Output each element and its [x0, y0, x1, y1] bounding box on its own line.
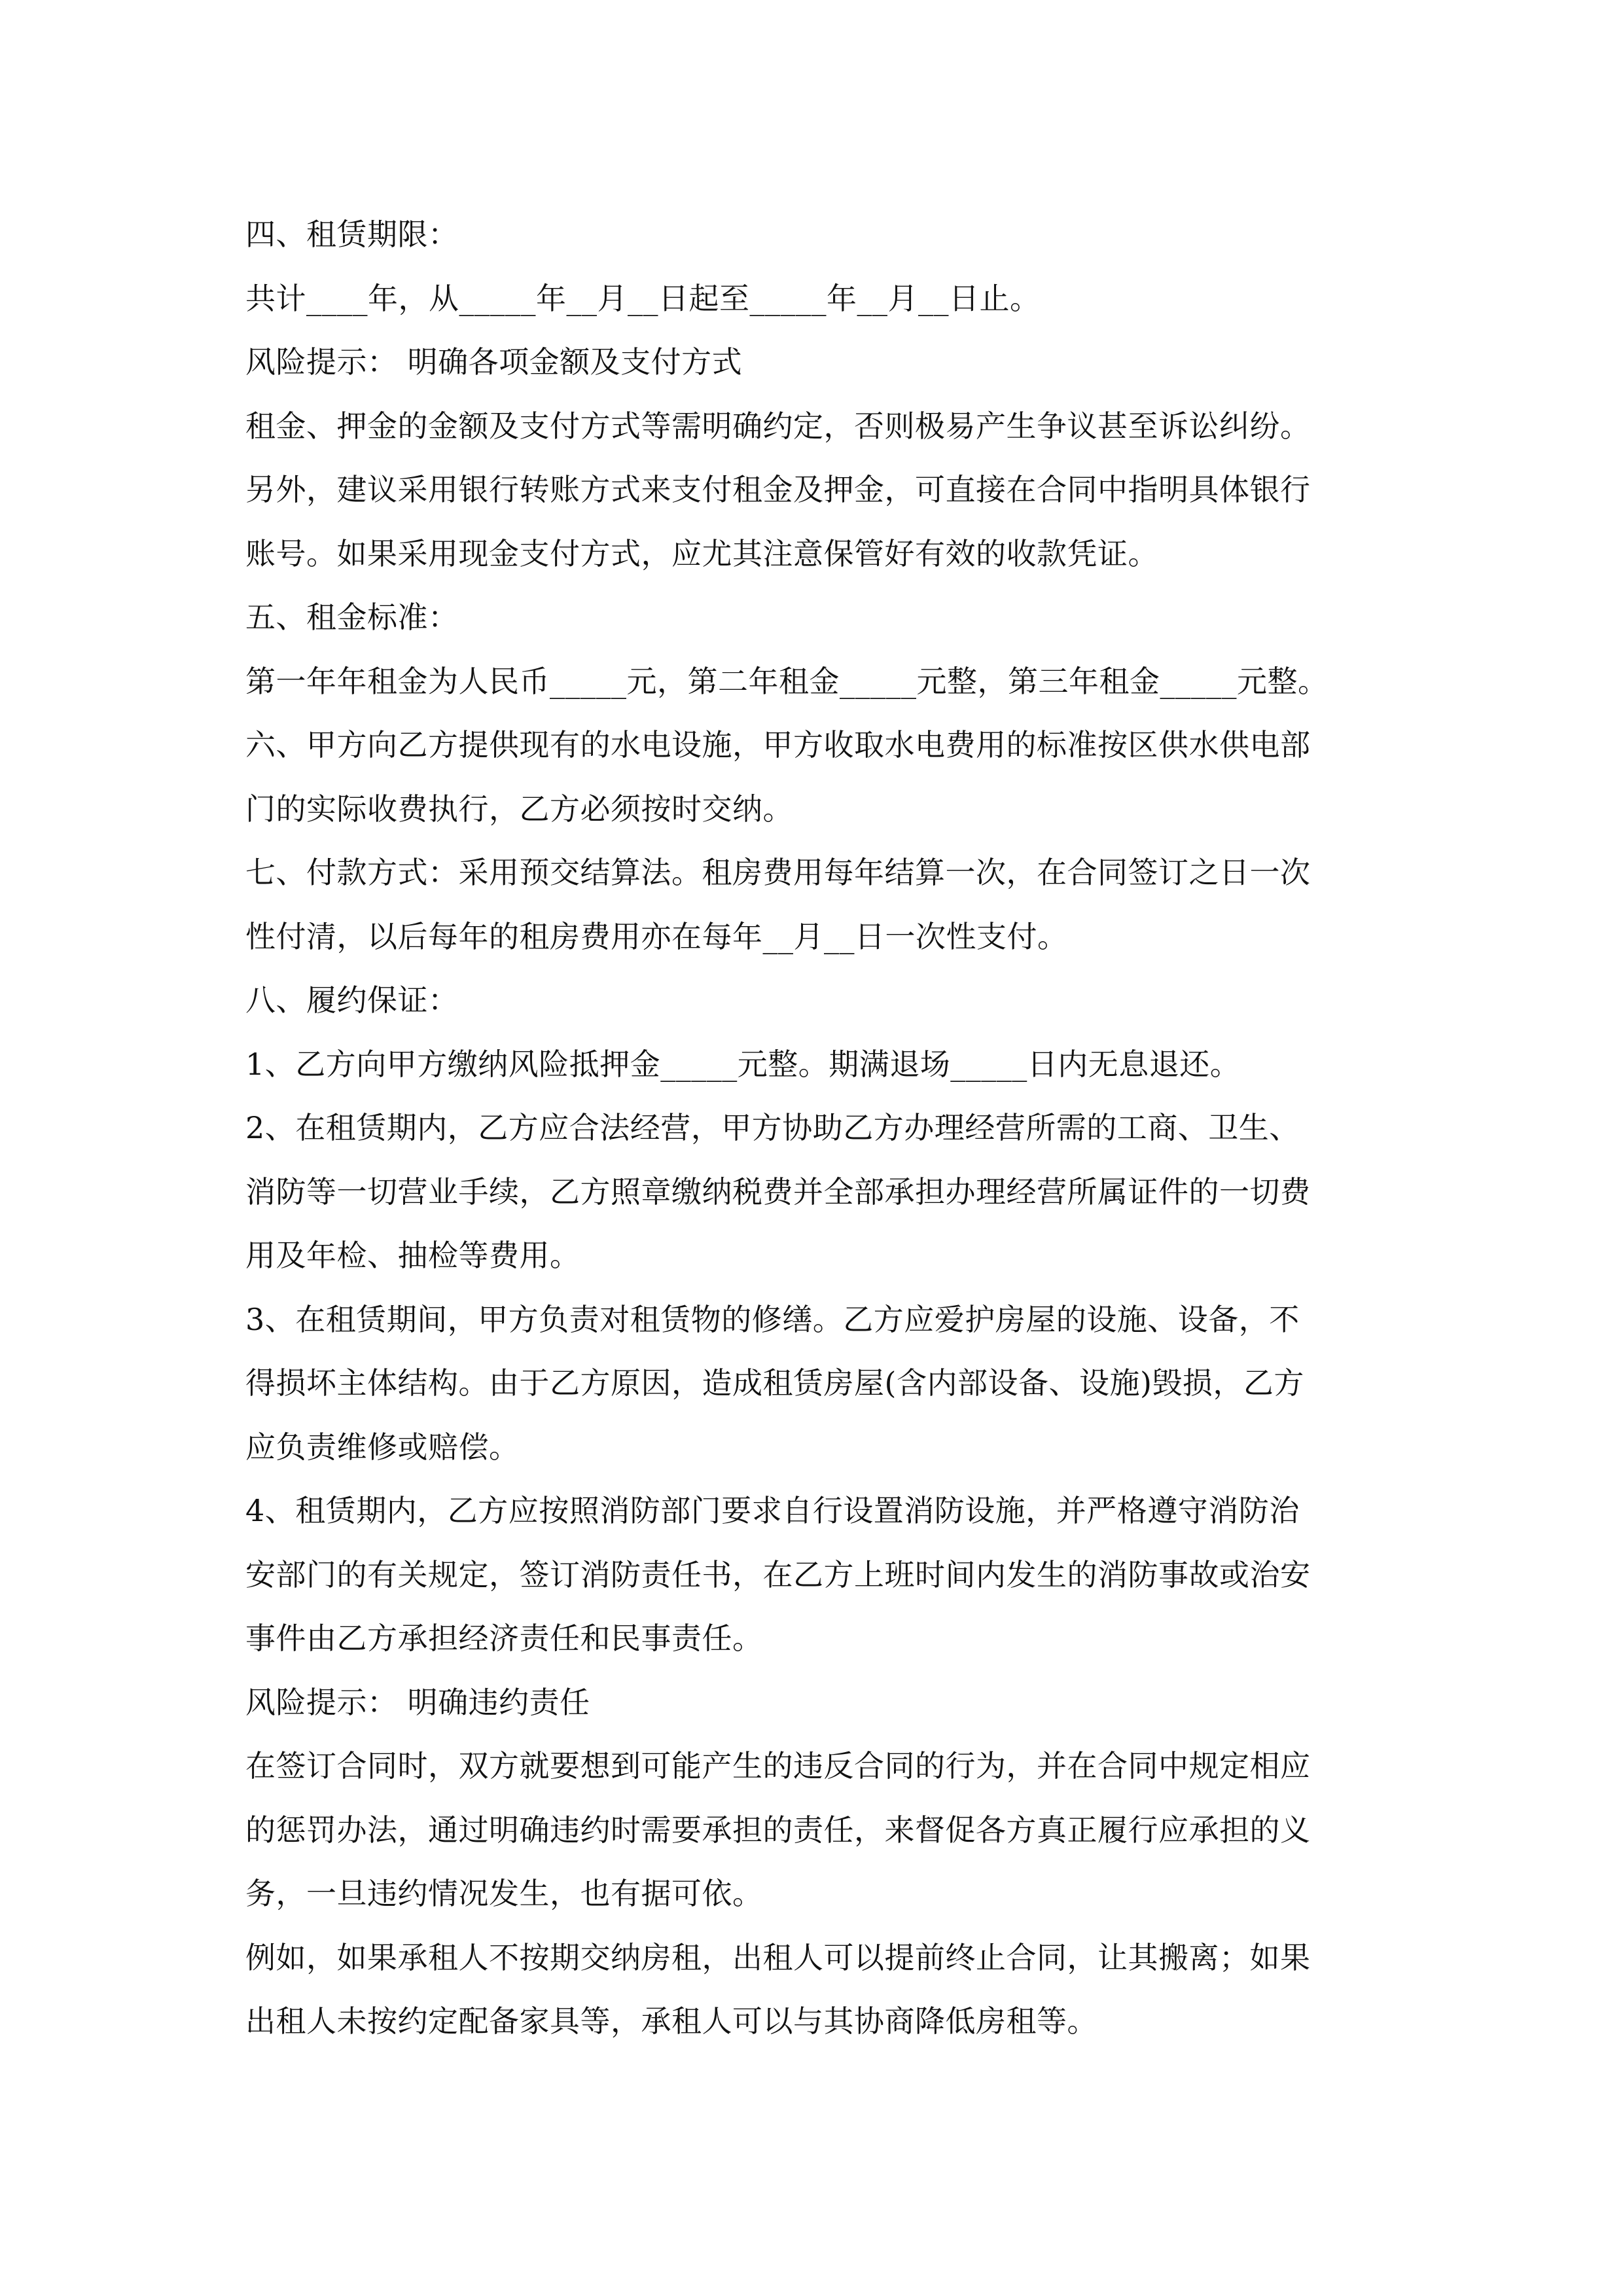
paragraph-line: 出租人未按约定配备家具等，承租人可以与其协商降低房租等。 — [245, 2003, 1097, 2039]
rent-standard-line: 第一年年租金为人民币_____元，第二年租金_____元整，第三年租金_____元整。 — [245, 663, 1329, 699]
paragraph-line: 例如，如果承租人不按期交纳房租，出租人可以提前终止合同，让其搬离；如果 — [245, 1939, 1311, 1975]
clause-six-line: 六、甲方向乙方提供现有的水电设施，甲方收取水电费用的标准按区供水供电部 — [245, 727, 1311, 762]
paragraph-line: 的惩罚办法，通过明确违约时需要承担的责任，来督促各方真正履行应承担的义 — [245, 1812, 1311, 1848]
guarantee-item-1: 1、乙方向甲方缴纳风险抵押金_____元整。期满退场_____日内无息退还。 — [245, 1046, 1241, 1082]
paragraph-line: 账号。如果采用现金支付方式，应尤其注意保管好有效的收款凭证。 — [245, 535, 1158, 571]
clause-six-line: 门的实际收费执行，乙方必须按时交纳。 — [245, 791, 793, 827]
document-body — [245, 203, 1397, 2054]
clause-seven-line: 性付清，以后每年的租房费用亦在每年__月__日一次性支付。 — [245, 918, 1068, 954]
clause-seven-line: 七、付款方式：采用预交结算法。租房费用每年结算一次，在合同签订之日一次 — [245, 855, 1311, 890]
lease-term-line: 共计____年，从_____年__月__日起至_____年__月__日止。 — [245, 280, 1041, 316]
guarantee-item-3: 应负责维修或赔偿。 — [245, 1429, 520, 1465]
guarantee-item-2: 消防等一切营业手续，乙方照章缴纳税费并全部承担办理经营所属证件的一切费 — [245, 1174, 1311, 1210]
paragraph-line: 租金、押金的金额及支付方式等需明确约定，否则极易产生争议甚至诉讼纠纷。 — [245, 408, 1311, 444]
guarantee-item-4: 安部门的有关规定，签订消防责任书，在乙方上班时间内发生的消防事故或治安 — [245, 1556, 1311, 1592]
paragraph-line: 在签订合同时，双方就要想到可能产生的违反合同的行为，并在合同中规定相应 — [245, 1748, 1311, 1784]
risk-tip-heading-payment: 风险提示： 明确各项金额及支付方式 — [245, 344, 743, 380]
section-heading-lease-term: 四、租赁期限： — [245, 217, 459, 252]
paragraph-line: 务，一旦违约情况发生，也有据可依。 — [245, 1876, 763, 1911]
guarantee-item-4: 事件由乙方承担经济责任和民事责任。 — [245, 1621, 763, 1656]
guarantee-item-3: 3、在租赁期间，甲方负责对租赁物的修缮。乙方应爱护房屋的设施、设备，不 — [245, 1301, 1300, 1337]
guarantee-item-2: 用及年检、抽检等费用。 — [245, 1238, 580, 1273]
guarantee-item-4: 4、租赁期内，乙方应按照消防部门要求自行设置消防设施，并严格遵守消防治 — [245, 1493, 1300, 1528]
guarantee-item-3: 得损坏主体结构。由于乙方原因，造成租赁房屋(含内部设备、设施)毁损，乙方 — [245, 1365, 1304, 1401]
guarantee-item-2: 2、在租赁期内，乙方应合法经营，甲方协助乙方办理经营所需的工商、卫生、 — [245, 1110, 1300, 1145]
section-heading-performance-guarantee: 八、履约保证： — [245, 982, 459, 1018]
paragraph-line: 另外，建议采用银行转账方式来支付租金及押金，可直接在合同中指明具体银行 — [245, 472, 1311, 507]
risk-tip-heading-liability: 风险提示： 明确违约责任 — [245, 1684, 590, 1720]
section-heading-rent-standard: 五、租金标准： — [245, 600, 459, 635]
